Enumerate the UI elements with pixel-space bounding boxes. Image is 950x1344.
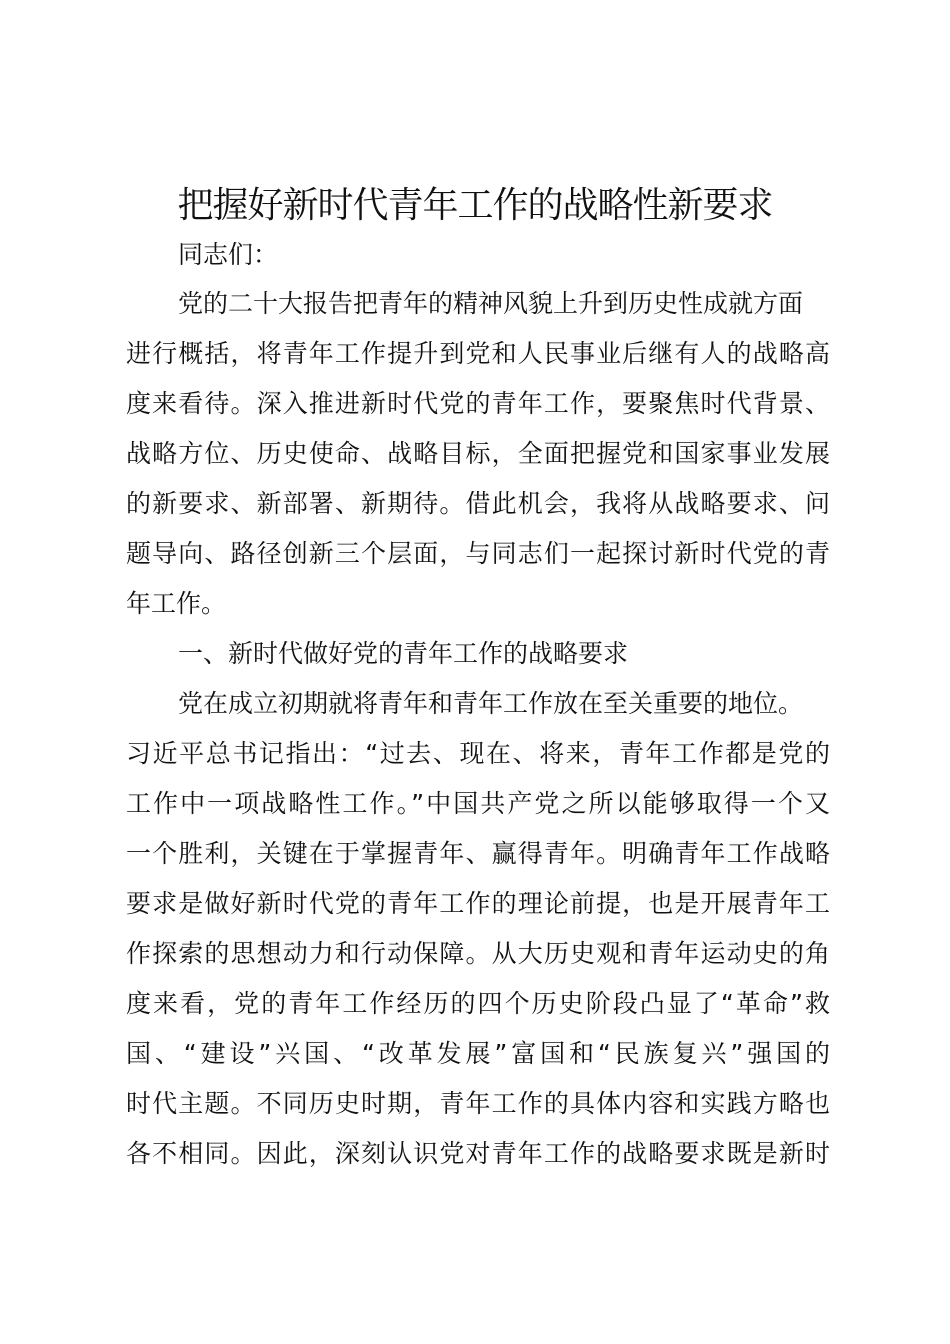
paragraph-1-line: 进行概括，将青年工作提升到党和人民事业后继有人的战略高 <box>126 339 830 368</box>
paragraph-1-line: 度来看待。深入推进新时代党的青年工作，要聚焦时代背景、 <box>126 389 830 418</box>
paragraph-2-line: 作探索的思想动力和行动保障。从大历史观和青年运动史的角 <box>126 939 830 968</box>
paragraph-2-line: 党在成立初期就将青年和青年工作放在至关重要的地位。 <box>178 689 804 718</box>
greeting: 同志们： <box>178 240 279 269</box>
paragraph-2-line: 国、“建设”兴国、“改革发展”富国和“民族复兴”强国的 <box>126 1039 830 1068</box>
paragraph-2-line: 各不相同。因此，深刻认识党对青年工作的战略要求既是新时 <box>126 1139 830 1168</box>
paragraph-1-line: 题导向、路径创新三个层面，与同志们一起探讨新时代党的青 <box>126 539 830 568</box>
paragraph-2-line: 习近平总书记指出：“过去、现在、将来，青年工作都是党的 <box>126 739 830 768</box>
paragraph-1-line: 党的二十大报告把青年的精神风貌上升到历史性成就方面 <box>178 289 804 318</box>
paragraph-2-line: 时代主题。不同历史时期，青年工作的具体内容和实践方略也 <box>126 1089 830 1118</box>
document-title: 把握好新时代青年工作的战略性新要求 <box>177 185 773 226</box>
paragraph-2-line: 一个胜利，关键在于掌握青年、赢得青年。明确青年工作战略 <box>126 839 830 868</box>
paragraph-2-line: 要求是做好新时代党的青年工作的理论前提，也是开展青年工 <box>126 889 830 918</box>
paragraph-2-line: 度来看，党的青年工作经历的四个历史阶段凸显了“革命”救 <box>126 989 830 1018</box>
paragraph-1-line: 战略方位、历史使命、战略目标，全面把握党和国家事业发展 <box>126 439 830 468</box>
section-heading: 一、新时代做好党的青年工作的战略要求 <box>178 639 629 668</box>
paragraph-1-line: 年工作。 <box>126 589 227 618</box>
paragraph-1-line: 的新要求、新部署、新期待。借此机会，我将从战略要求、问 <box>126 489 830 518</box>
paragraph-2-line: 工作中一项战略性工作。”中国共产党之所以能够取得一个又 <box>126 789 830 818</box>
